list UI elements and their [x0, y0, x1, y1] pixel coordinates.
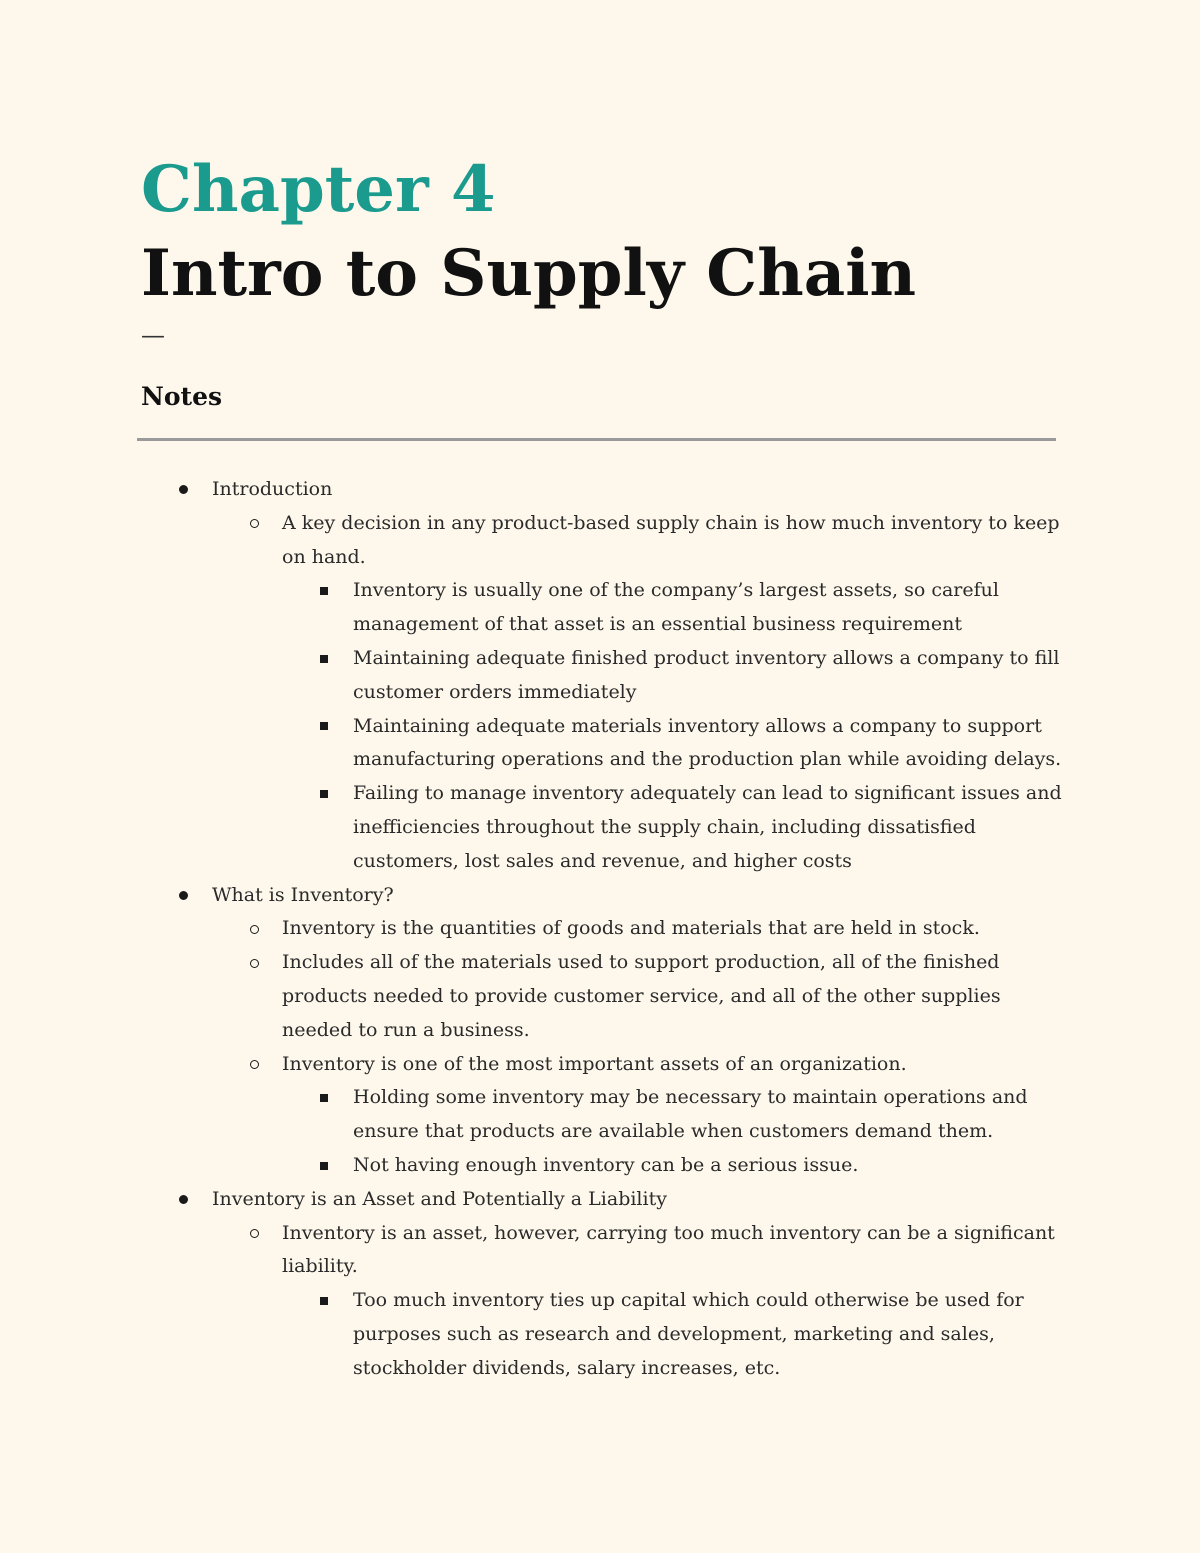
list-item	[0, 574, 1200, 642]
section-heading-notes: Notes	[141, 382, 223, 411]
list-item	[0, 473, 1200, 507]
list-item-text: Holding some inventory may be necessary to maintain operations and	[353, 1086, 1028, 1109]
chapter-label: Chapter 4	[141, 152, 496, 227]
list-item	[0, 1284, 1200, 1385]
list-item-text: Inventory is an Asset and Potentially a Liability	[212, 1187, 667, 1210]
list-item-text: Inventory is one of the most important assets of an organization.	[282, 1052, 907, 1075]
bullet-square-icon	[314, 642, 334, 676]
list-item-text: ensure that products are available when customers demand them.	[353, 1120, 994, 1143]
list-item-text: What is Inventory?	[212, 883, 394, 906]
section-divider	[137, 438, 1056, 441]
list-item	[0, 879, 1200, 913]
list-item	[0, 1149, 1200, 1183]
bullet-square-icon	[314, 1149, 334, 1183]
list-item-text: Not having enough inventory can be a serious issue.	[353, 1153, 859, 1176]
list-item-text: Maintaining adequate finished product inventory allows a company to fill	[353, 646, 1060, 669]
bullet-circle-icon	[244, 912, 264, 946]
list-item-text: liability.	[282, 1255, 358, 1278]
page-title: Intro to Supply Chain	[141, 236, 917, 311]
bullet-square-icon	[314, 1284, 334, 1318]
list-item-text: products needed to provide customer service, and all of the other supplies	[282, 984, 1001, 1007]
list-item	[0, 642, 1200, 710]
bullet-square-icon	[314, 710, 334, 744]
list-item	[0, 507, 1200, 575]
bullet-disc-icon	[173, 473, 193, 507]
list-item-text: Maintaining adequate materials inventory allows a company to support	[353, 714, 1042, 737]
list-item-text: Introduction	[212, 478, 333, 500]
list-item-text: Inventory is an asset, however, carrying too much inventory can be a significant	[282, 1221, 1055, 1244]
list-item-text: Inventory is the quantities of goods and materials that are held in stock.	[282, 917, 980, 940]
notes-list	[0, 473, 1200, 1386]
bullet-circle-icon	[244, 946, 264, 980]
list-item	[0, 1081, 1200, 1149]
list-item-text: Inventory is usually one of the company’s largest assets, so careful	[353, 579, 999, 602]
bullet-circle-icon	[244, 1217, 264, 1251]
list-item	[0, 946, 1200, 1047]
list-item-text: customer orders immediately	[353, 680, 637, 703]
list-item-text: inefficiencies throughout the supply chain, including dissatisfied	[353, 815, 976, 838]
list-item	[0, 1183, 1200, 1217]
list-item-text: manufacturing operations and the production plan while avoiding delays.	[353, 748, 1062, 771]
list-item-text: needed to run a business.	[282, 1018, 530, 1041]
list-item-text: Failing to manage inventory adequately can lead to significant issues and	[353, 782, 1062, 805]
list-item-text: A key decision in any product-based supply chain is how much inventory to keep	[282, 511, 1060, 534]
list-item	[0, 912, 1200, 946]
list-item	[0, 710, 1200, 778]
bullet-square-icon	[314, 574, 334, 608]
bullet-square-icon	[314, 777, 334, 811]
list-item-text: on hand.	[282, 545, 366, 568]
list-item-text: Includes all of the materials used to support production, all of the finished	[282, 951, 1000, 974]
list-item-text: customers, lost sales and revenue, and higher costs	[353, 849, 852, 872]
list-item-text: stockholder dividends, salary increases, etc.	[353, 1356, 781, 1379]
bullet-disc-icon	[173, 1183, 193, 1217]
list-item	[0, 777, 1200, 878]
bullet-circle-icon	[244, 1048, 264, 1082]
list-item	[0, 1048, 1200, 1082]
bullet-square-icon	[314, 1081, 334, 1115]
list-item-text: Too much inventory ties up capital which could otherwise be used for	[353, 1289, 1024, 1312]
list-item-text: management of that asset is an essential business requirement	[353, 613, 962, 636]
bullet-circle-icon	[244, 507, 264, 541]
title-separator: —	[141, 321, 165, 349]
list-item-text: purposes such as research and development, marketing and sales,	[353, 1322, 995, 1345]
bullet-disc-icon	[173, 879, 193, 913]
list-item	[0, 1217, 1200, 1285]
